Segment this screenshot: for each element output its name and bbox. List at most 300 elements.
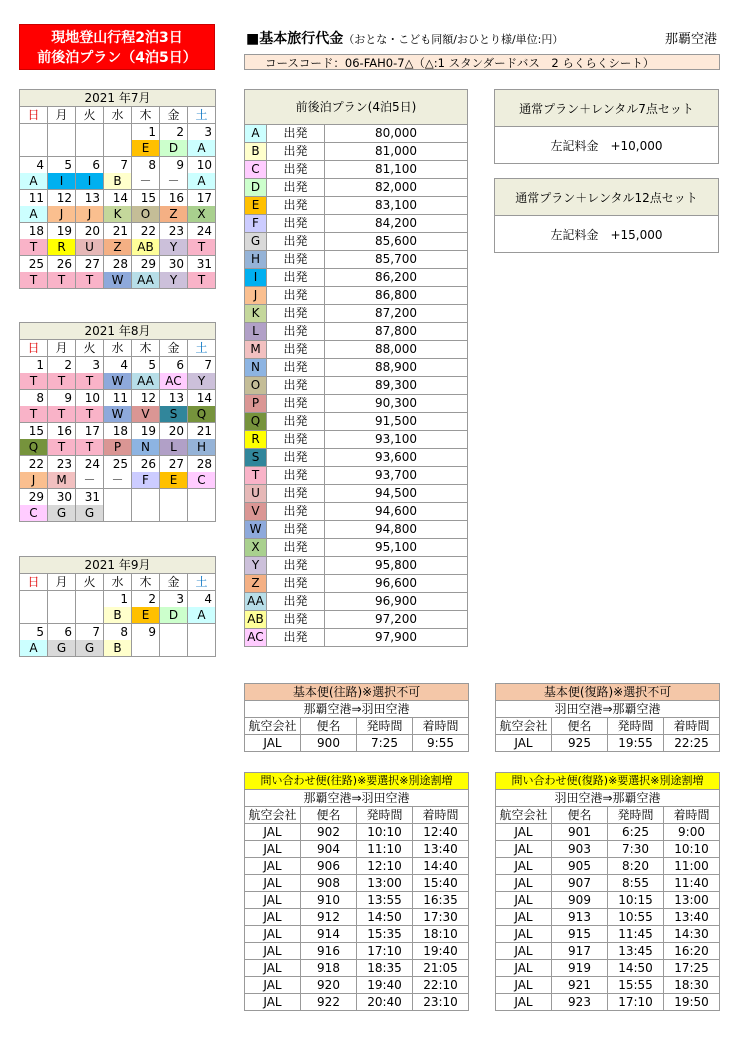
flight-title-row [245,773,469,790]
weekday-cell: 日 [20,107,48,124]
date-cell: 20 [160,423,188,440]
depart-label: 出発 [267,359,325,377]
flight-row [245,858,469,875]
flight-cell: JAL [496,841,552,858]
price-value: 94,800 [325,521,468,539]
flight-route: 羽田空港⇒那覇空港 [496,790,720,807]
depart-label: 出発 [267,413,325,431]
flight-route: 羽田空港⇒那覇空港 [496,701,720,718]
flight-cell: 11:45 [608,926,664,943]
price-code-cell: Y [188,373,216,390]
date-cell: 16 [160,190,188,207]
empty-cell [160,640,188,657]
addon-table [494,178,719,253]
price-row [245,413,468,431]
price-code-cell: A [20,206,48,223]
empty-cell [160,489,188,506]
date-cell: 4 [188,591,216,608]
price-code: A [245,125,267,143]
depart-label: 出発 [267,521,325,539]
code-row [20,373,216,390]
weekday-row [20,340,216,357]
price-code-cell: M [48,472,76,489]
price-code: AB [245,611,267,629]
flight-col-label: 便名 [301,718,357,735]
flight-cell: 14:50 [608,960,664,977]
flight-row [245,960,469,977]
flight-cell: 10:15 [608,892,664,909]
weekday-row [20,107,216,124]
flight-col-label: 航空会社 [245,718,301,735]
price-code-cell: AB [132,239,160,256]
weekday-cell: 金 [160,107,188,124]
price-value: 84,200 [325,215,468,233]
price-code-cell: Q [188,406,216,423]
addon-header [495,179,719,216]
price-row [245,233,468,251]
flight-col-label: 発時間 [357,718,413,735]
weekday-cell: 木 [132,340,160,357]
date-cell: 8 [104,624,132,641]
price-code: D [245,179,267,197]
price-table-header [245,90,468,125]
date-cell: 28 [104,256,132,273]
flight-col-label: 着時間 [664,807,720,824]
calendar-title: 2021 年7月 [20,90,216,107]
date-cell: 19 [132,423,160,440]
flight-cell: 14:40 [413,858,469,875]
price-code-cell: － [160,173,188,190]
price-value: 82,000 [325,179,468,197]
weekday-cell: 日 [20,574,48,591]
flight-title-row [245,684,469,701]
empty-cell [188,640,216,657]
weekday-cell: 日 [20,340,48,357]
flight-cell: 913 [552,909,608,926]
price-code: C [245,161,267,179]
price-value: 96,600 [325,575,468,593]
flight-row [245,841,469,858]
price-value: 97,200 [325,611,468,629]
price-code: T [245,467,267,485]
empty-cell [76,591,104,608]
flight-cell: 906 [301,858,357,875]
flight-col-label: 着時間 [413,718,469,735]
date-cell: 31 [188,256,216,273]
price-code-cell: C [188,472,216,489]
price-value: 87,200 [325,305,468,323]
date-row [20,591,216,608]
flight-cell: JAL [245,926,301,943]
date-cell: 7 [188,357,216,374]
addon-value: 左記料金 +10,000 [495,127,719,164]
date-cell: 13 [160,390,188,407]
depart-label: 出発 [267,197,325,215]
price-code-cell: AC [160,373,188,390]
price-code: Y [245,557,267,575]
date-cell: 12 [48,190,76,207]
price-code-cell: － [104,472,132,489]
price-code: I [245,269,267,287]
price-value: 95,100 [325,539,468,557]
flight-cell: 13:00 [664,892,720,909]
price-code-cell: T [20,406,48,423]
depart-label: 出発 [267,215,325,233]
date-cell: 30 [48,489,76,506]
flight-cell: 925 [552,735,608,752]
empty-cell [76,607,104,624]
depart-label: 出発 [267,503,325,521]
price-row [245,377,468,395]
price-code-cell: W [104,272,132,289]
flight-cell: 909 [552,892,608,909]
flight-row [496,858,720,875]
price-code: W [245,521,267,539]
depart-label: 出発 [267,395,325,413]
empty-cell [160,505,188,522]
price-value: 87,800 [325,323,468,341]
empty-cell [160,624,188,641]
price-code-cell: A [188,140,216,157]
flight-cell: 14:50 [357,909,413,926]
price-row [245,161,468,179]
flight-row [496,875,720,892]
date-cell: 20 [76,223,104,240]
flight-cell: 15:55 [608,977,664,994]
weekday-cell: 火 [76,340,104,357]
date-cell: 6 [76,157,104,174]
price-code-cell: AA [132,373,160,390]
flight-cell: 17:10 [357,943,413,960]
depart-label: 出発 [267,449,325,467]
price-code-cell: G [48,505,76,522]
empty-cell [188,489,216,506]
price-row [245,215,468,233]
price-code: B [245,143,267,161]
flight-row [245,909,469,926]
flight-cell: 15:35 [357,926,413,943]
code-row [20,439,216,456]
weekday-cell: 土 [188,340,216,357]
price-code: K [245,305,267,323]
weekday-cell: 水 [104,340,132,357]
flight-cell: JAL [245,875,301,892]
price-table [244,89,468,647]
price-row [245,323,468,341]
flight-cell: 22:10 [413,977,469,994]
flight-cell: JAL [245,892,301,909]
flight-title-row [496,773,720,790]
course-code: コースコード：06-FAH0-7△（△:1 スタンダードバス 2 らくらくシート） [244,54,720,70]
depart-label: 出発 [267,305,325,323]
flight-table [495,772,720,1011]
flight-table [244,772,469,1011]
flight-cell: 908 [301,875,357,892]
price-value: 93,100 [325,431,468,449]
price-code-cell: E [132,607,160,624]
price-code: J [245,287,267,305]
depart-label: 出発 [267,557,325,575]
flight-cell: 11:00 [664,858,720,875]
price-code: N [245,359,267,377]
date-cell: 21 [104,223,132,240]
flight-cell: JAL [245,960,301,977]
date-cell: 18 [104,423,132,440]
flight-cell: 13:00 [357,875,413,892]
price-code: Z [245,575,267,593]
calendar-title: 2021 年8月 [20,323,216,340]
date-cell: 3 [160,591,188,608]
flight-col-header [496,807,720,824]
depart-label: 出発 [267,467,325,485]
price-code: L [245,323,267,341]
price-code: M [245,341,267,359]
date-row [20,357,216,374]
price-code-cell: G [48,640,76,657]
price-code-cell: W [104,373,132,390]
flight-cell: 8:55 [608,875,664,892]
flight-cell: 917 [552,943,608,960]
price-code-cell: L [160,439,188,456]
empty-cell [76,140,104,157]
flight-cell: 904 [301,841,357,858]
flight-cell: 920 [301,977,357,994]
price-code: O [245,377,267,395]
depart-label: 出発 [267,143,325,161]
calendar-month [19,322,216,522]
price-code-cell: T [76,272,104,289]
flight-route-row [245,701,469,718]
price-row [245,611,468,629]
date-cell: 1 [132,124,160,141]
price-header-main: ■基本旅行代金 [246,31,344,47]
price-row [245,467,468,485]
flight-cell: 13:45 [608,943,664,960]
flight-row [496,994,720,1011]
price-value: 86,200 [325,269,468,287]
price-code-cell: I [48,173,76,190]
date-cell: 22 [20,456,48,473]
price-value: 93,700 [325,467,468,485]
price-value: 81,100 [325,161,468,179]
date-cell: 11 [20,190,48,207]
flight-cell: JAL [245,909,301,926]
flight-title: 基本便(復路)※選択不可 [496,684,720,701]
date-cell: 2 [48,357,76,374]
code-row [20,173,216,190]
price-value: 85,600 [325,233,468,251]
flight-cell: 6:25 [608,824,664,841]
flight-cell: JAL [496,926,552,943]
flight-col-label: 発時間 [357,807,413,824]
date-row [20,456,216,473]
flight-cell: JAL [245,943,301,960]
date-cell: 6 [48,624,76,641]
calendar-title: 2021 年9月 [20,557,216,574]
flight-col-label: 発時間 [608,718,664,735]
flight-route: 那覇空港⇒羽田空港 [245,790,469,807]
empty-cell [48,124,76,141]
flight-route-row [496,790,720,807]
weekday-cell: 水 [104,107,132,124]
date-cell: 4 [20,157,48,174]
empty-cell [132,505,160,522]
flight-route-row [496,701,720,718]
flight-cell: 15:40 [413,875,469,892]
price-code-cell: B [104,640,132,657]
price-code: V [245,503,267,521]
flight-cell: 918 [301,960,357,977]
flight-cell: 916 [301,943,357,960]
flight-cell: 18:10 [413,926,469,943]
price-row [245,593,468,611]
price-code-cell: T [20,272,48,289]
date-cell: 14 [104,190,132,207]
price-code: P [245,395,267,413]
price-row [245,125,468,143]
date-cell: 28 [188,456,216,473]
price-code: U [245,485,267,503]
price-code: F [245,215,267,233]
price-code-cell: T [76,439,104,456]
price-value: 80,000 [325,125,468,143]
empty-cell [48,140,76,157]
price-code: X [245,539,267,557]
price-row [245,539,468,557]
flight-col-label: 着時間 [413,807,469,824]
depart-label: 出発 [267,323,325,341]
depart-label: 出発 [267,575,325,593]
price-row [245,269,468,287]
price-code-cell: N [132,439,160,456]
addon-table [494,89,719,164]
date-row [20,256,216,273]
price-code-cell: Z [104,239,132,256]
calendar-title-row [20,557,216,574]
depart-label: 出発 [267,287,325,305]
date-cell: 12 [132,390,160,407]
price-row [245,629,468,647]
empty-cell [48,591,76,608]
flight-cell: JAL [496,892,552,909]
depart-label: 出発 [267,611,325,629]
flight-cell: 20:40 [357,994,413,1011]
flight-cell: 910 [301,892,357,909]
price-code-cell: D [160,607,188,624]
date-cell: 10 [188,157,216,174]
empty-cell [20,591,48,608]
flight-table [495,683,720,752]
date-cell: 5 [20,624,48,641]
price-header-sub: （おとな・こども同額/おひとり様/単位:円） [343,33,564,46]
price-code-cell: Z [160,206,188,223]
date-cell: 13 [76,190,104,207]
weekday-cell: 火 [76,574,104,591]
depart-label: 出発 [267,341,325,359]
flight-col-header [496,718,720,735]
flight-row [245,943,469,960]
addon-value-row [495,216,719,253]
flight-cell: JAL [496,977,552,994]
date-cell: 26 [132,456,160,473]
date-cell: 5 [48,157,76,174]
flight-col-label: 航空会社 [245,807,301,824]
flight-row [245,824,469,841]
price-value: 90,300 [325,395,468,413]
price-row [245,521,468,539]
flight-cell: 914 [301,926,357,943]
price-code: Q [245,413,267,431]
price-row [245,179,468,197]
price-code: R [245,431,267,449]
price-value: 95,800 [325,557,468,575]
flight-cell: 17:30 [413,909,469,926]
flight-cell: 11:40 [664,875,720,892]
price-value: 88,000 [325,341,468,359]
flight-cell: 905 [552,858,608,875]
price-row [245,485,468,503]
price-value: 94,600 [325,503,468,521]
price-code-cell: A [188,607,216,624]
price-code-cell: AA [132,272,160,289]
weekday-cell: 月 [48,574,76,591]
flight-cell: 19:50 [664,994,720,1011]
flight-col-label: 便名 [301,807,357,824]
depart-label: 出発 [267,161,325,179]
calendar-title-row [20,90,216,107]
flight-cell: 17:25 [664,960,720,977]
price-code-cell: － [76,472,104,489]
flight-row [245,892,469,909]
date-cell: 24 [76,456,104,473]
depart-label: 出発 [267,179,325,197]
flight-cell: JAL [245,735,301,752]
flight-row [496,892,720,909]
date-cell: 1 [20,357,48,374]
date-cell: 3 [76,357,104,374]
price-value: 91,500 [325,413,468,431]
depart-label: 出発 [267,233,325,251]
flight-cell: 900 [301,735,357,752]
flight-cell: 12:40 [413,824,469,841]
flight-cell: 923 [552,994,608,1011]
price-code-cell: J [76,206,104,223]
price-code: S [245,449,267,467]
date-cell: 23 [160,223,188,240]
weekday-cell: 水 [104,574,132,591]
price-row [245,395,468,413]
depart-label: 出発 [267,593,325,611]
weekday-cell: 木 [132,574,160,591]
flight-cell: 11:10 [357,841,413,858]
price-code: E [245,197,267,215]
code-row [20,472,216,489]
depart-label: 出発 [267,377,325,395]
flight-cell: 18:30 [664,977,720,994]
date-cell: 18 [20,223,48,240]
flight-title-row [496,684,720,701]
weekday-row [20,574,216,591]
flight-cell: 13:40 [413,841,469,858]
addon-value-row [495,127,719,164]
price-code-cell: T [48,373,76,390]
flight-cell: 19:55 [608,735,664,752]
price-code-cell: G [76,640,104,657]
flight-cell: 7:25 [357,735,413,752]
depart-label: 出発 [267,431,325,449]
price-value: 86,800 [325,287,468,305]
flight-cell: JAL [245,977,301,994]
